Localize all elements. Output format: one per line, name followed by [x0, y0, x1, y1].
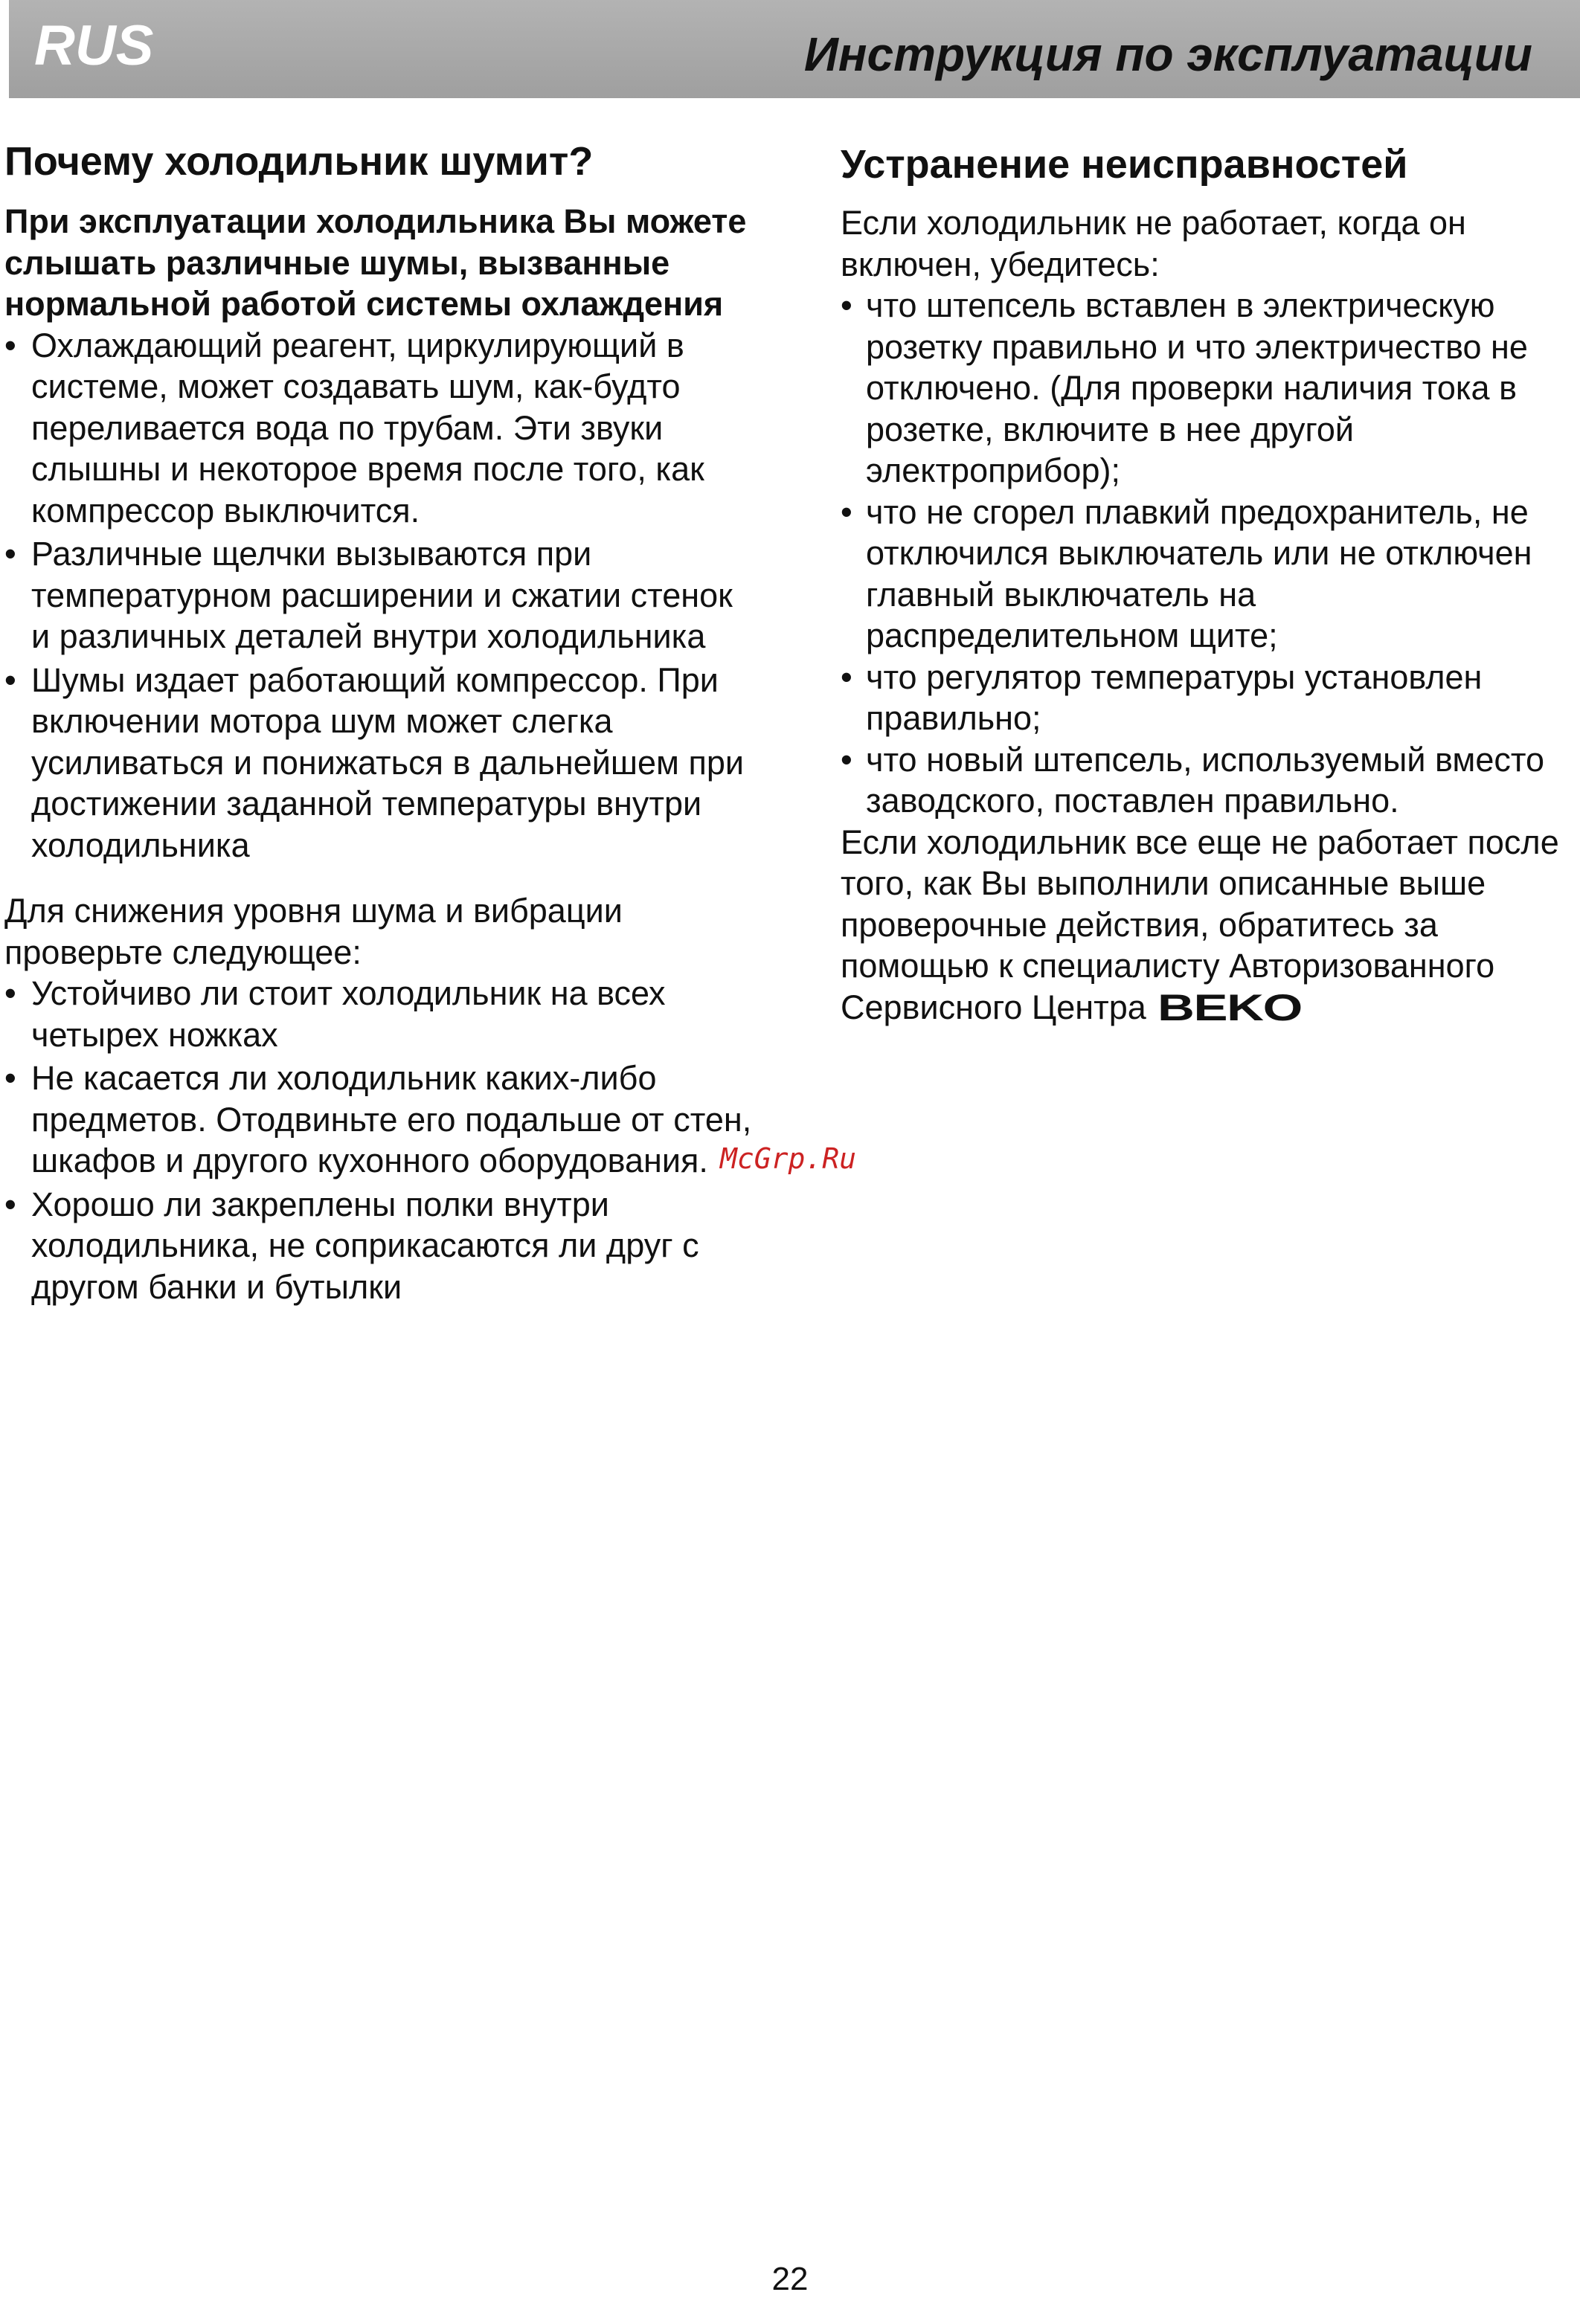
watermark: McGrp.Ru [720, 1142, 857, 1175]
right-column [841, 138, 1577, 1028]
vibration-list [4, 973, 756, 1307]
troubleshooting-list [841, 285, 1577, 822]
left-column [4, 135, 756, 1310]
language-code: RUS [34, 14, 154, 77]
troubleshooting-outro [841, 822, 1577, 1029]
list-item: • что регулятор температуры установлен правильно; [841, 657, 1577, 739]
list-item: • Хорошо ли закреплены полки внутри холодильника, не соприкасаются ли друг с другом банки и бутылки [4, 1184, 756, 1308]
list-item: • Не касается ли холодильник каких-либо предметов. Отодвиньте его подальше от стен, шкафов и другого кухонного оборудования. [4, 1058, 756, 1182]
header-bar [9, 0, 1580, 98]
beko-logo-icon [1155, 991, 1304, 1023]
noise-list [4, 325, 756, 866]
troubleshooting-intro: Если холодильник не работает, когда он включен, убедитесь: [841, 204, 1466, 283]
noise-heading: Почему холодильник шумит? [4, 139, 594, 184]
page-number: 22 [771, 2261, 809, 2297]
troubleshooting-heading: Устранение неисправностей [841, 142, 1408, 187]
beko-logo-text: BEKO [1157, 990, 1302, 1023]
list-item: • Устойчиво ли стоит холодильник на всех четырех ножках [4, 973, 756, 1055]
list-item: • Различные щелчки вызываются при температурном расширении и сжатии стенок и различных деталей внутри холодильника [4, 533, 756, 657]
list-item: • что не сгорел плавкий предохранитель, не отключился выключатель или не отключен главный выключатель на распределительном щите; [841, 492, 1577, 657]
list-item: • что новый штепсель, используемый вместо заводского, поставлен правильно. [841, 739, 1577, 822]
manual-title: Инструкция по эксплуатации [803, 28, 1532, 81]
list-item: • что штепсель вставлен в электрическую розетку правильно и что электричество не отключено. (Для проверки наличия тока в розетке, включите в нее другой электроприбор); [841, 285, 1577, 492]
list-item: • Шумы издает работающий компрессор. При включении мотора шум может слегка усиливаться и понижаться в дальнейшем при достижении заданной температуры внутри холодильника [4, 660, 756, 866]
list-item: • Охлаждающий реагент, циркулирующий в системе, может создавать шум, как-будто переливается вода по трубам. Эти звуки слышны и некоторое время после того, как компрессор выключится. [4, 325, 756, 532]
outro-text: Если холодильник все еще не работает после того, как Вы выполнили описанные выше проверочные действия, обратитесь за помощью к специалисту Авторизованного Сервисного Центра [841, 823, 1559, 1026]
noise-lead: При эксплуатации холодильника Вы можете слышать различные шумы, вызванные нормальной работой системы охлаждения [4, 202, 747, 323]
vibration-intro: Для снижения уровня шума и вибрации проверьте следующее: [4, 892, 623, 971]
